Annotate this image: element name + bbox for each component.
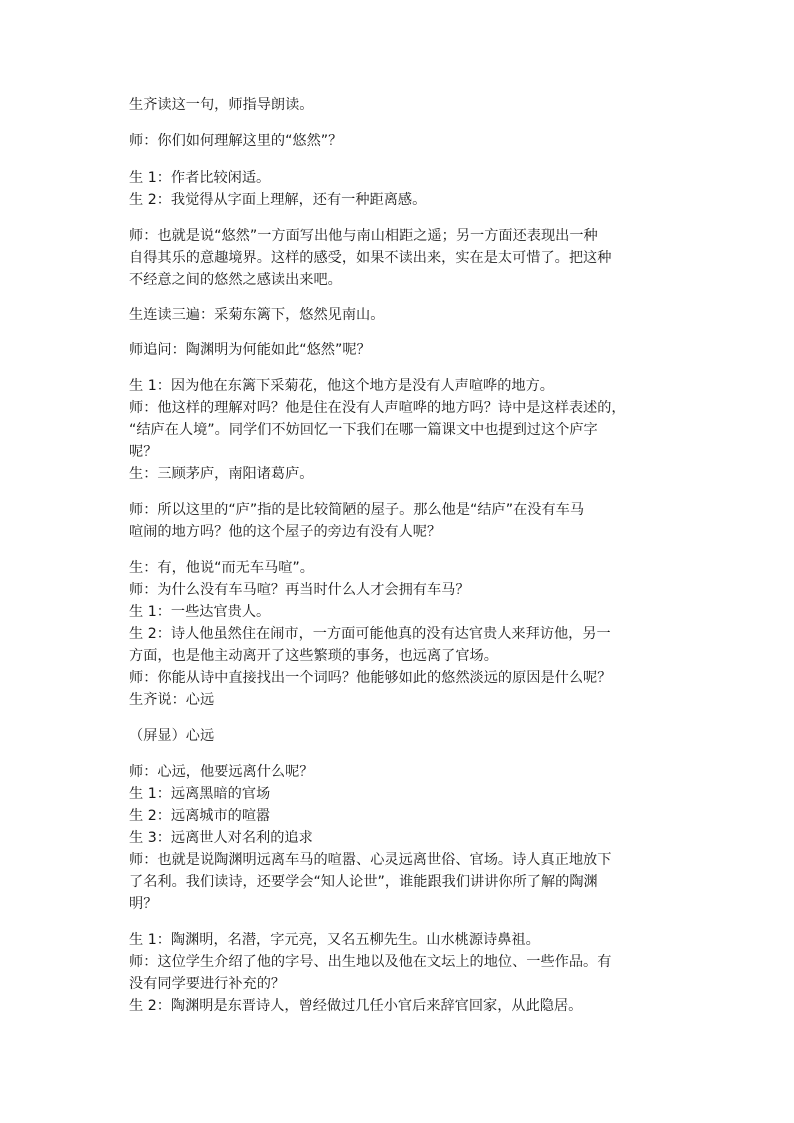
text-line: 生 1：一些达官贵人。 bbox=[129, 604, 271, 620]
text-line: 师：心远，他要远离什么呢？ bbox=[129, 764, 314, 780]
text-line: 生齐读这一句，师指导朗读。 bbox=[129, 97, 314, 113]
text-line: 生 1：因为他在东篱下采菊花，他这个地方是没有人声喧哗的地方。 bbox=[129, 378, 554, 394]
text-line: 自得其乐的意趣境界。这样的感受，如果不读出来，实在是太可惜了。把这种 bbox=[129, 250, 612, 266]
text-line: 师：也就是说“悠然”一方面写出他与南山相距之遥；另一方面还表现出一种 bbox=[129, 228, 598, 244]
text-line: 不经意之间的悠然之感读出来吧。 bbox=[129, 272, 342, 288]
text-line: 师：你们如何理解这里的“悠然”？ bbox=[129, 133, 343, 149]
text-line: 生：有，他说“而无车马喧”。 bbox=[129, 560, 314, 576]
text-line: 生 2：我觉得从字面上理解，还有一种距离感。 bbox=[129, 192, 427, 208]
text-line: 师：你能从诗中直接找出一个词吗？他能够如此的悠然淡远的原因是什么呢？ bbox=[129, 670, 612, 686]
text-line: 生 2：诗人他虽然住在闹市，一方面可能他真的没有达官贵人来拜访他，另一 bbox=[129, 626, 611, 642]
text-line: 师：这位学生介绍了他的字号、出生地以及他在文坛上的地位、一些作品。有 bbox=[129, 954, 612, 970]
text-line: 生 1：作者比较闲适。 bbox=[129, 170, 271, 186]
text-line: 明？ bbox=[129, 896, 158, 912]
text-line: 喧闹的地方吗？他的这个屋子的旁边有没有人呢？ bbox=[129, 524, 442, 540]
text-line: 生 3：远离世人对名利的追求 bbox=[129, 830, 313, 846]
text-line: 生齐说：心远 bbox=[129, 692, 215, 708]
text-line: （屏显）心远 bbox=[129, 728, 215, 744]
text-line: 师：为什么没有车马喧？再当时什么人才会拥有车马？ bbox=[129, 582, 470, 598]
text-line: “结庐在人境”。同学们不妨回忆一下我们在哪一篇课文中也提到过这个庐字 bbox=[129, 422, 598, 438]
text-line: 呢？ bbox=[129, 444, 158, 460]
text-line: 师追问：陶渊明为何能如此“悠然”呢？ bbox=[129, 342, 371, 358]
text-line: 生 1：远离黑暗的官场 bbox=[129, 786, 271, 802]
text-line: 方面，也是他主动离开了这些繁琐的事务，也远离了官场。 bbox=[129, 648, 498, 664]
text-line: 生 2：远离城市的喧嚣 bbox=[129, 808, 271, 824]
text-line: 师：也就是说陶渊明远离车马的喧嚣、心灵远离世俗、官场。诗人真正地放下 bbox=[129, 852, 612, 868]
text-line: 生 1：陶渊明，名潜，字元亮，又名五柳先生。山水桃源诗鼻祖。 bbox=[129, 932, 540, 948]
text-line: 师：他这样的理解对吗？他是住在没有人声喧哗的地方吗？诗中是这样表述的， bbox=[129, 400, 626, 416]
text-line: 生连读三遍：采菊东篱下，悠然见南山。 bbox=[129, 307, 385, 323]
text-line: 生：三顾茅庐，南阳诸葛庐。 bbox=[129, 466, 314, 482]
text-line: 师：所以这里的“庐”指的是比较简陋的屋子。那么他是“结庐”在没有车马 bbox=[129, 502, 585, 518]
text-line: 了名利。我们读诗，还要学会“知人论世”，谁能跟我们讲讲你所了解的陶渊 bbox=[129, 874, 598, 890]
text-line: 生 2：陶渊明是东晋诗人，曾经做过几任小官后来辞官回家，从此隐居。 bbox=[129, 998, 583, 1014]
text-line: 没有同学要进行补充的？ bbox=[129, 976, 286, 992]
